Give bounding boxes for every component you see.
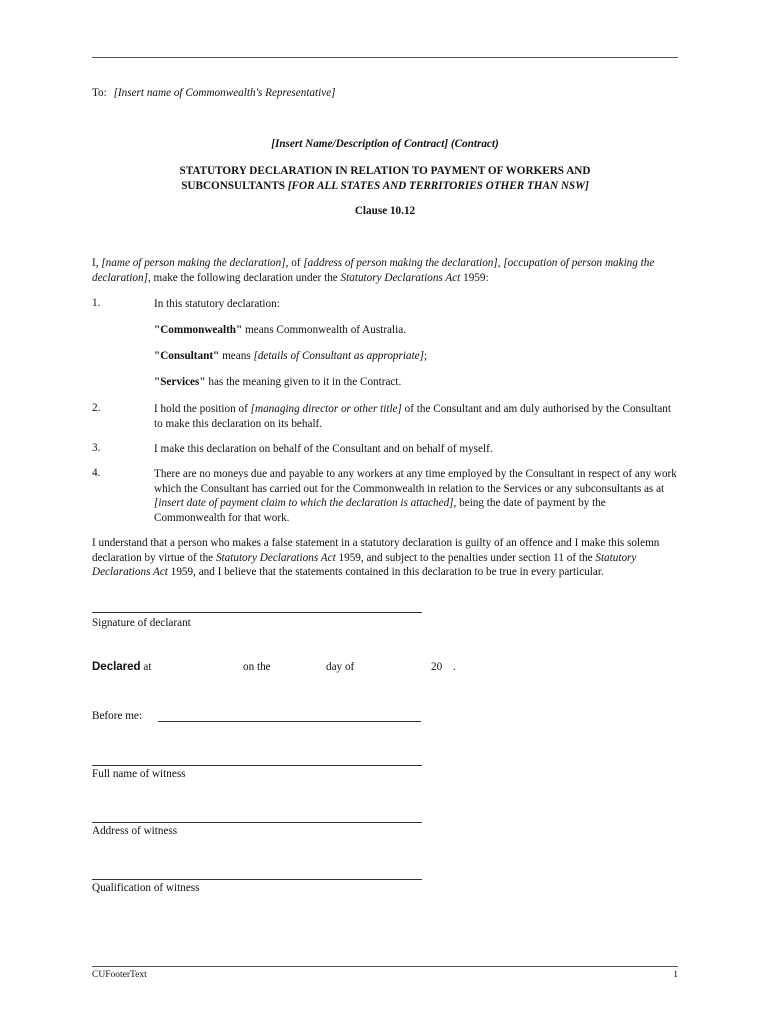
declared-word: Declared: [92, 661, 141, 673]
witness-qualification-label: Qualification of witness: [92, 882, 200, 894]
understanding-text: I understand that a person who makes a false statement in a statutory declaration is guilty of an offence and I make this solemn declaration by virtue of the: [92, 537, 660, 564]
item-3-text: I make this declaration on behalf of the Consultant and on behalf of myself.: [154, 443, 493, 455]
item-2-number: 2.: [92, 402, 101, 414]
item-4-text: [154, 467, 680, 525]
item-1-text: In this statutory declaration:: [154, 298, 280, 310]
intro-text: , of: [285, 257, 304, 269]
footer-text: CUFooterText: [92, 970, 147, 980]
before-me-line[interactable]: [158, 721, 421, 722]
definition-services: [154, 375, 680, 390]
consultant-details-placeholder: [details of Consultant as appropriate]: [253, 350, 424, 362]
definition-commonwealth: [154, 323, 680, 338]
act-name: Statutory Declarations Act: [340, 272, 461, 284]
declared-label: [92, 661, 151, 673]
intro-name-placeholder: [name of person making the declaration]: [101, 257, 286, 269]
header-rule: [92, 57, 678, 58]
understanding-text: 1959, and subject to the penalties under section 11 of the: [335, 551, 596, 564]
to-line: [92, 87, 336, 99]
item-text: , being the date of payment by the Commonwealth for that work.: [154, 497, 606, 524]
witness-qualification-line[interactable]: [92, 879, 422, 880]
heading-line-1: STATUTORY DECLARATION IN RELATION TO PAYMENT OF WORKERS AND: [179, 165, 591, 177]
intro-text: ,: [497, 257, 504, 269]
title-placeholder: [managing director or other title]: [250, 403, 402, 415]
act-name: Statutory Declarations Act: [92, 551, 637, 578]
act-name: Statutory Declarations Act: [215, 551, 336, 564]
heading-line-2: [92, 179, 678, 194]
item-text: I hold the position of: [154, 403, 251, 415]
definition-text: means Commonwealth of Australia.: [242, 324, 406, 336]
witness-address-label: Address of witness: [92, 825, 178, 837]
heading-line-2-plain: SUBCONSULTANTS: [181, 180, 288, 192]
day-of-label: day of: [326, 661, 355, 673]
understanding-text: 1959, and I believe that the statements contained in this declaration to be true in every particular.: [167, 566, 604, 578]
witness-name-line[interactable]: [92, 765, 422, 766]
intro-address-placeholder: [address of person making the declaration]: [303, 257, 498, 269]
declared-at: at: [140, 661, 152, 673]
item-3-number: 3.: [92, 442, 101, 454]
intro-text: I,: [92, 257, 102, 269]
definition-term: "Commonwealth": [154, 324, 243, 336]
representative-placeholder: [Insert name of Commonwealth's Representative]: [113, 87, 336, 99]
definition-term: "Consultant": [154, 350, 220, 362]
declared-line: [92, 661, 678, 677]
on-the-label: on the: [243, 661, 271, 673]
item-2-text: [154, 402, 680, 431]
page-number: 1: [673, 970, 678, 980]
witness-name-label: Full name of witness: [92, 768, 186, 780]
signature-line[interactable]: [92, 612, 422, 613]
contract-title: [Insert Name/Description of Contract] (Contract): [271, 138, 499, 150]
year-label: 20: [431, 661, 443, 673]
heading-line-2-italic: [FOR ALL STATES AND TERRITORIES OTHER THAN NSW]: [287, 180, 589, 192]
definition-text: has the meaning given to it in the Contract.: [205, 376, 402, 388]
before-me-label: Before me:: [92, 710, 143, 722]
item-1-number: 1.: [92, 297, 101, 309]
witness-address-line[interactable]: [92, 822, 422, 823]
intro-paragraph: [92, 256, 678, 286]
intro-text: 1959:: [460, 272, 489, 284]
item-text: There are no moneys due and payable to any workers at any time employed by the Consultant in respect of any work which the Consultant has carried out for the Commonwealth in relation to the Services or any subconsultants as at: [154, 468, 677, 495]
payment-date-placeholder: [insert date of payment claim to which the declaration is attached]: [154, 497, 454, 509]
understanding-paragraph: [92, 536, 678, 580]
signature-label: Signature of declarant: [92, 617, 191, 629]
definition-consultant: [154, 349, 680, 364]
intro-text: , make the following declaration under the: [147, 272, 341, 284]
year-end-dot: .: [453, 661, 456, 673]
declaration-heading: [92, 164, 678, 194]
item-4-number: 4.: [92, 467, 101, 479]
definition-text: ;: [424, 350, 428, 362]
clause-number: Clause 10.12: [354, 205, 416, 217]
footer-rule: [92, 966, 678, 967]
intro-occupation-placeholder: [occupation of person making the declaration]: [92, 257, 655, 284]
definition-term: "Services": [154, 376, 206, 388]
item-text: of the Consultant and am duly authorised by the Consultant to make this declaration on its behalf.: [154, 403, 671, 430]
to-label: To:: [92, 87, 107, 99]
definition-text: means: [219, 350, 254, 362]
